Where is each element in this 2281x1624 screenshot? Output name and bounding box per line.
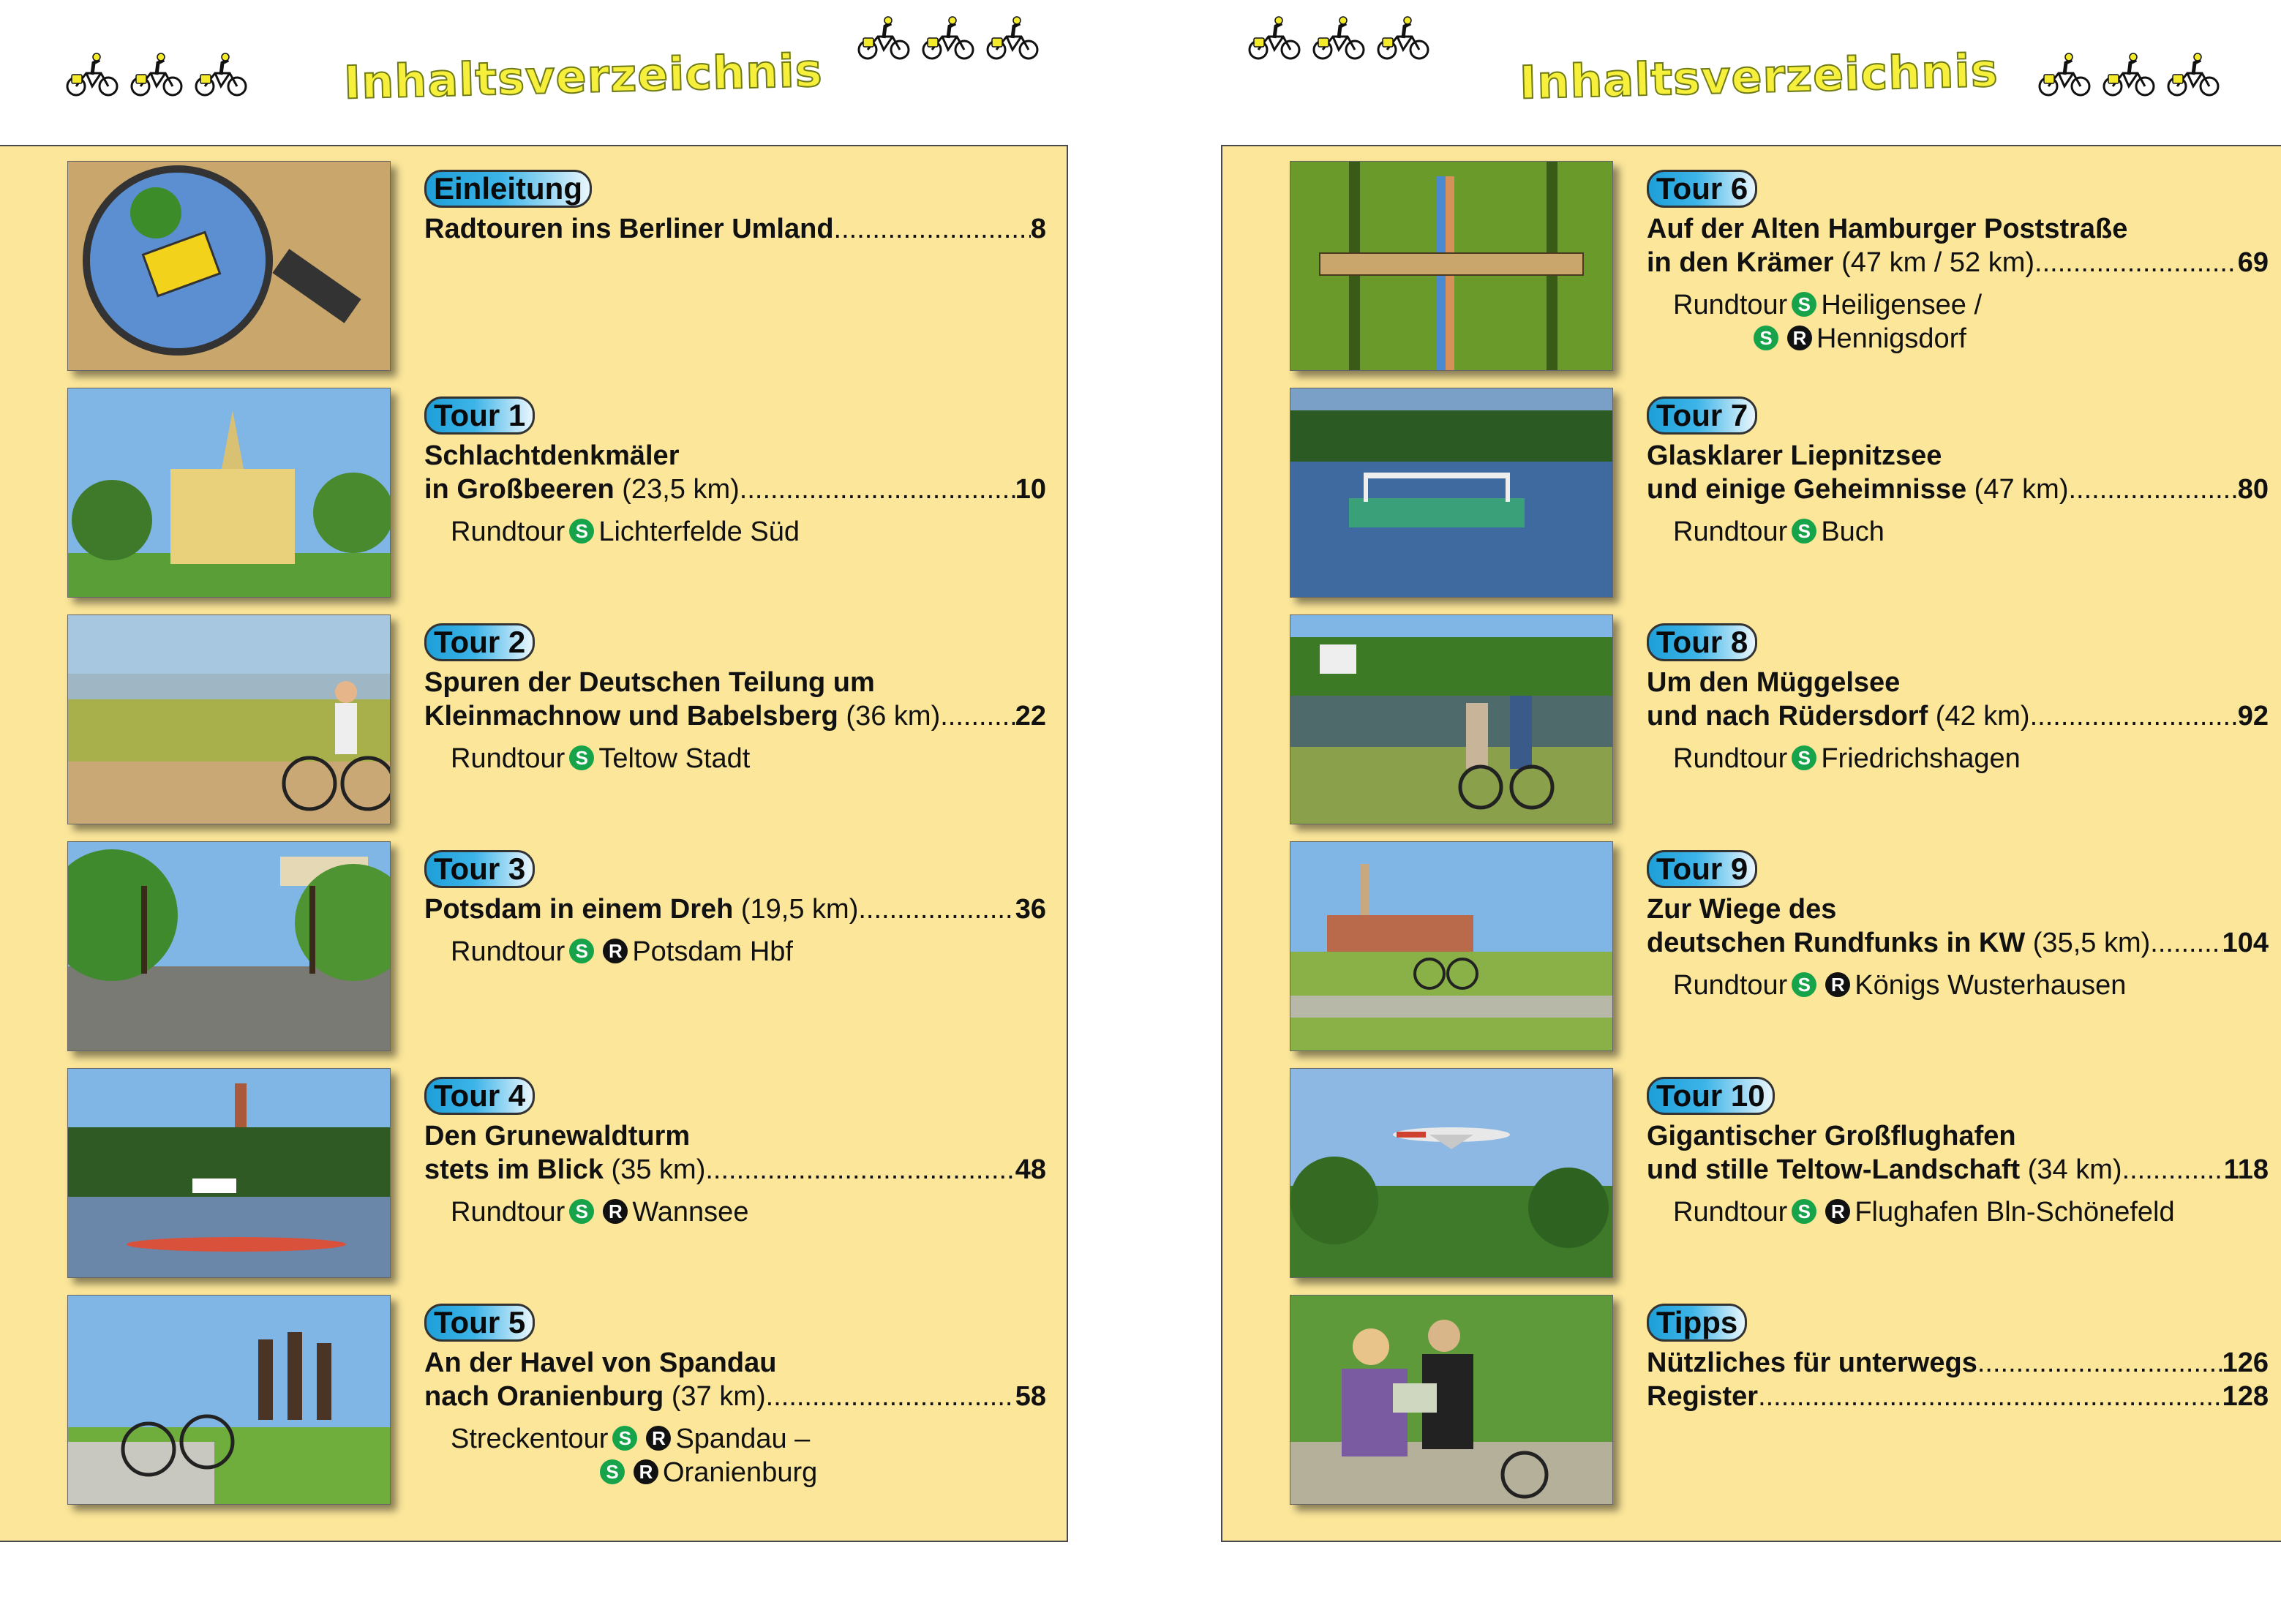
- toc-line: [424, 1380, 1046, 1413]
- tour-title: in den Krämer: [1647, 247, 1834, 278]
- dot-leader: [834, 212, 1031, 246]
- tour-title: deutschen Rundfunks in KW: [1647, 928, 2026, 958]
- s-bahn-icon: S: [1792, 972, 1816, 997]
- route-station: Heiligensee /: [1821, 290, 1983, 320]
- bike-group-right-1: [1247, 16, 1432, 61]
- regional-train-icon: R: [1825, 972, 1850, 997]
- tour-badge: Tour 3: [424, 850, 535, 888]
- s-bahn-icon: S: [612, 1426, 637, 1451]
- dot-leader: [766, 1380, 1015, 1413]
- tour-badge: Tour 1: [424, 396, 535, 435]
- toc-line: [424, 439, 1046, 473]
- toc-line: [424, 892, 1046, 926]
- tour-photo: [67, 388, 391, 598]
- tour-photo: [1290, 388, 1613, 598]
- s-bahn-icon: S: [1792, 519, 1816, 544]
- bicycle-rider-icon: [2101, 53, 2158, 98]
- tour-title: Glasklarer Liepnitzsee: [1647, 440, 1942, 471]
- regional-train-icon: R: [1787, 326, 1812, 350]
- tour-badge: Tour 2: [424, 623, 535, 661]
- page-number: 126: [2222, 1347, 2269, 1378]
- tour-title: in Großbeeren: [424, 474, 615, 505]
- tour-route-continued: [1673, 322, 2269, 356]
- tour-title: Potsdam in einem Dreh: [424, 894, 734, 925]
- tour-title: Radtouren ins Berliner Umland: [424, 214, 834, 244]
- toc-line: [1647, 212, 2269, 246]
- bicycle-rider-icon: [920, 16, 977, 61]
- tour-title: und nach Rüdersdorf: [1647, 701, 1928, 732]
- bike-group-right-2: [2037, 53, 2222, 98]
- tour-photo: [67, 1295, 391, 1505]
- s-bahn-icon: S: [1792, 1199, 1816, 1224]
- toc-line: [1647, 439, 2269, 473]
- route-station: Flughafen Bln-Schönefeld: [1855, 1197, 2175, 1228]
- route-type: Rundtour: [451, 516, 565, 547]
- s-bahn-icon: S: [600, 1459, 625, 1484]
- tour-photo: [67, 161, 391, 371]
- bicycle-rider-icon: [2037, 53, 2094, 98]
- bicycle-rider-icon: [193, 53, 250, 98]
- tour-photo: [67, 1068, 391, 1278]
- dot-leader: [858, 892, 1015, 926]
- route-type: Rundtour: [1673, 290, 1788, 320]
- page-number: 22: [1015, 701, 1046, 732]
- tour-title: Gigantischer Großflughafen: [1647, 1121, 2016, 1151]
- route-type: Rundtour: [1673, 516, 1788, 547]
- page-number: 118: [2223, 1154, 2269, 1185]
- tour-title: Nützliches für unterwegs: [1647, 1347, 1977, 1378]
- toc-line: [1647, 1380, 2269, 1413]
- route-station: Königs Wusterhausen: [1855, 970, 2127, 1001]
- tour-badge: Tour 5: [424, 1304, 535, 1342]
- tour-route: [451, 1195, 1046, 1229]
- bicycle-rider-icon: [985, 16, 1042, 61]
- route-station: Spandau –: [675, 1424, 811, 1454]
- tour-title: Zur Wiege des: [1647, 894, 1837, 925]
- toc-entry[interactable]: [0, 1295, 1067, 1503]
- s-bahn-icon: S: [1754, 326, 1778, 350]
- page-number: 10: [1015, 474, 1046, 505]
- dot-leader: [2068, 473, 2237, 506]
- tour-route: [1673, 742, 2269, 775]
- tour-photo: [1290, 1068, 1613, 1278]
- tour-title: An der Havel von Spandau: [424, 1347, 777, 1378]
- toc-line: [424, 1346, 1046, 1380]
- tour-distance: (47 km / 52 km): [1833, 247, 2035, 278]
- tour-badge: Tour 10: [1647, 1077, 1775, 1115]
- page-number: 104: [2222, 928, 2269, 958]
- dot-leader: [2034, 246, 2238, 279]
- dot-leader: [705, 1153, 1015, 1187]
- tour-title: stets im Blick: [424, 1154, 604, 1185]
- page-number: 80: [2237, 474, 2269, 505]
- bike-group-left-2: [856, 16, 1042, 61]
- route-station: Friedrichshagen: [1821, 743, 2021, 774]
- route-station: Teltow Stadt: [598, 743, 751, 774]
- page-number: 48: [1015, 1154, 1046, 1185]
- tour-badge: Einleitung: [424, 170, 592, 208]
- route-type: Rundtour: [451, 1197, 565, 1228]
- page-title: Inhaltsverzeichnis: [343, 43, 824, 110]
- page-number: 58: [1015, 1381, 1046, 1412]
- toc-entry[interactable]: [0, 841, 1067, 1050]
- tour-badge: Tipps: [1647, 1304, 1747, 1342]
- toc-entry[interactable]: [0, 1068, 1067, 1277]
- toc-entry[interactable]: [1222, 161, 2281, 369]
- bicycle-rider-icon: [856, 16, 913, 61]
- tour-title: Schlachtdenkmäler: [424, 440, 680, 471]
- tour-badge: Tour 6: [1647, 170, 1757, 208]
- bicycle-rider-icon: [1375, 16, 1432, 61]
- regional-train-icon: R: [634, 1459, 658, 1484]
- s-bahn-icon: S: [569, 745, 594, 770]
- s-bahn-icon: S: [569, 939, 594, 963]
- tour-distance: (42 km): [1928, 701, 2030, 732]
- tour-distance: (23,5 km): [614, 474, 740, 505]
- toc-line: [424, 212, 1046, 246]
- route-type: Rundtour: [1673, 970, 1788, 1001]
- regional-train-icon: R: [603, 1199, 628, 1224]
- dot-leader: [2150, 926, 2222, 960]
- toc-line: [424, 1153, 1046, 1187]
- bicycle-rider-icon: [129, 53, 186, 98]
- page-number: 92: [2237, 701, 2269, 732]
- tour-distance: (34 km): [2020, 1154, 2122, 1185]
- toc-line: [1647, 699, 2269, 733]
- page-number: 69: [2237, 247, 2269, 278]
- toc-line: [1647, 1346, 2269, 1380]
- route-station: Buch: [1821, 516, 1884, 547]
- page-number: 128: [2222, 1381, 2269, 1412]
- tour-route: [451, 1422, 1046, 1456]
- tour-photo: [1290, 1295, 1613, 1505]
- tour-route: [1673, 515, 2269, 549]
- toc-line: [424, 699, 1046, 733]
- tour-badge: Tour 4: [424, 1077, 535, 1115]
- tour-badge: Tour 7: [1647, 396, 1757, 435]
- dot-leader: [2122, 1153, 2224, 1187]
- toc-line: [1647, 892, 2269, 926]
- route-type: Rundtour: [1673, 743, 1788, 774]
- route-station: Oranienburg: [663, 1457, 818, 1488]
- page-number: 8: [1030, 214, 1046, 244]
- tour-photo: [1290, 841, 1613, 1051]
- bicycle-rider-icon: [1247, 16, 1304, 61]
- toc-line: [1647, 1153, 2269, 1187]
- toc-entry[interactable]: [1222, 1295, 2281, 1503]
- tour-photo: [1290, 161, 1613, 371]
- toc-entry[interactable]: [1222, 614, 2281, 823]
- tour-title: Auf der Alten Hamburger Poststraße: [1647, 214, 2128, 244]
- toc-line: [424, 666, 1046, 699]
- regional-train-icon: R: [1825, 1199, 1850, 1224]
- right-page: [1140, 0, 2281, 1624]
- route-station: Hennigsdorf: [1816, 323, 1966, 354]
- tour-photo: [1290, 614, 1613, 824]
- toc-line: [1647, 666, 2269, 699]
- tour-route-continued: [451, 1456, 1046, 1489]
- route-station: Lichterfelde Süd: [598, 516, 800, 547]
- bike-group-left-1: [64, 53, 250, 98]
- dot-leader: [940, 699, 1015, 733]
- toc-panel-right: [1221, 145, 2281, 1542]
- toc-line: [424, 473, 1046, 506]
- left-page: [0, 0, 1140, 1624]
- s-bahn-icon: S: [569, 519, 594, 544]
- tour-title: Kleinmachnow und Babelsberg: [424, 701, 838, 732]
- toc-line: [1647, 926, 2269, 960]
- tour-title: Register: [1647, 1381, 1759, 1412]
- tour-distance: (35,5 km): [2025, 928, 2151, 958]
- route-station: Wannsee: [632, 1197, 749, 1228]
- tour-route: [451, 935, 1046, 969]
- dot-leader: [2030, 699, 2238, 733]
- regional-train-icon: R: [646, 1426, 671, 1451]
- bicycle-rider-icon: [64, 53, 121, 98]
- toc-line: [424, 1119, 1046, 1153]
- toc-entry[interactable]: [0, 388, 1067, 596]
- tour-route: [1673, 969, 2269, 1002]
- toc-line: [1647, 246, 2269, 279]
- route-station: Potsdam Hbf: [632, 936, 793, 967]
- toc-entry[interactable]: [1222, 1068, 2281, 1277]
- bicycle-rider-icon: [1311, 16, 1368, 61]
- dot-leader: [1977, 1346, 2222, 1380]
- s-bahn-icon: S: [1792, 292, 1816, 317]
- tour-title: und stille Teltow-Landschaft: [1647, 1154, 2021, 1185]
- tour-badge: Tour 9: [1647, 850, 1757, 888]
- route-type: Rundtour: [451, 743, 565, 774]
- dot-leader: [1758, 1380, 2222, 1413]
- toc-entry[interactable]: [0, 614, 1067, 823]
- tour-distance: (35 km): [604, 1154, 706, 1185]
- tour-title: nach Oranienburg: [424, 1381, 664, 1412]
- route-type: Rundtour: [1673, 1197, 1788, 1228]
- toc-entry[interactable]: [1222, 841, 2281, 1050]
- tour-title: und einige Geheimnisse: [1647, 474, 1967, 505]
- tour-title: Spuren der Deutschen Teilung um: [424, 667, 875, 698]
- route-type: Rundtour: [451, 936, 565, 967]
- regional-train-icon: R: [603, 939, 628, 963]
- page-number: 36: [1015, 894, 1046, 925]
- route-type: Streckentour: [451, 1424, 609, 1454]
- tour-route: [451, 742, 1046, 775]
- tour-distance: (36 km): [838, 701, 941, 732]
- dot-leader: [740, 473, 1015, 506]
- toc-entry[interactable]: [1222, 388, 2281, 596]
- page-title-right: Inhaltsverzeichnis: [1519, 43, 1999, 110]
- toc-panel-left: [0, 145, 1068, 1542]
- s-bahn-icon: S: [1792, 745, 1816, 770]
- tour-distance: (19,5 km): [733, 894, 859, 925]
- tour-title: Den Grunewaldturm: [424, 1121, 691, 1151]
- tour-badge: Tour 8: [1647, 623, 1757, 661]
- tour-route: [451, 515, 1046, 549]
- tour-distance: (37 km): [664, 1381, 766, 1412]
- toc-entry[interactable]: [0, 161, 1067, 369]
- tour-photo: [67, 841, 391, 1051]
- tour-title: Um den Müggelsee: [1647, 667, 1901, 698]
- toc-line: [1647, 1119, 2269, 1153]
- tour-route: [1673, 1195, 2269, 1229]
- bicycle-rider-icon: [2165, 53, 2222, 98]
- tour-photo: [67, 614, 391, 824]
- toc-line: [1647, 473, 2269, 506]
- s-bahn-icon: S: [569, 1199, 594, 1224]
- tour-route: [1673, 288, 2269, 322]
- tour-distance: (47 km): [1966, 474, 2069, 505]
